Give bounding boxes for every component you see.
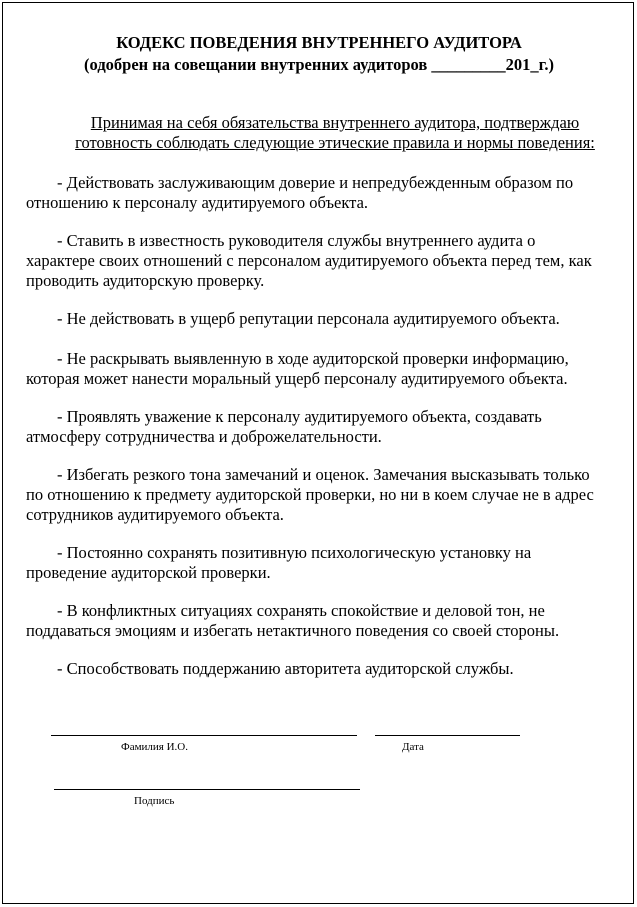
rule-line: по отношению к предмету аудиторской проверки, но ни в коем случае не в адрес — [26, 485, 594, 504]
rule-item — [26, 173, 601, 213]
rule-line: отношению к персоналу аудитируемого объекта. — [26, 193, 369, 212]
rule-line: - В конфликтных ситуациях сохранять спокойствие и деловой тон, не — [57, 601, 545, 620]
rule-line: характере своих отношений с персоналом аудитируемого объекта перед тем, как — [26, 251, 592, 270]
rule-item — [26, 659, 601, 679]
rule-line: атмосферу сотрудничества и доброжелательности. — [26, 427, 382, 446]
name-label: Фамилия И.О. — [121, 741, 188, 753]
rule-line: - Не действовать в ущерб репутации персонала аудитируемого объекта. — [57, 309, 560, 328]
document-title: КОДЕКС ПОВЕДЕНИЯ ВНУТРЕННЕГО АУДИТОРА — [116, 33, 522, 52]
sign-signature-line — [54, 789, 360, 790]
date-signature-line — [375, 735, 520, 736]
sign-label: Подпись — [134, 795, 175, 807]
rule-line: - Способствовать поддержанию авторитета аудиторской службы. — [57, 659, 514, 678]
rule-line: - Избегать резкого тона замечаний и оценок. Замечания высказывать только — [57, 465, 590, 484]
rule-item — [26, 543, 601, 583]
rule-line: - Действовать заслуживающим доверие и непредубежденным образом по — [57, 173, 574, 192]
rule-line: сотрудников аудитируемого объекта. — [26, 505, 284, 524]
rule-line: - Постоянно сохранять позитивную психологическую установку на — [57, 543, 532, 562]
rule-item — [26, 465, 601, 525]
rule-line: - Ставить в известность руководителя службы внутреннего аудита о — [57, 231, 536, 250]
rule-line: - Не раскрывать выявленную в ходе аудиторской проверки информацию, — [57, 349, 569, 368]
rule-line: поддаваться эмоциям и избегать нетактичного поведения со своей стороны. — [26, 621, 560, 640]
rule-item — [26, 349, 601, 389]
document-page — [2, 2, 634, 904]
rule-line: проводить аудиторскую проверку. — [26, 271, 265, 290]
rule-item — [26, 601, 601, 641]
date-label: Дата — [402, 741, 424, 753]
rule-line: которая может нанести моральный ущерб персоналу аудитируемого объекта. — [26, 369, 568, 388]
rule-item — [26, 231, 601, 291]
rule-line: проведение аудиторской проверки. — [26, 563, 271, 582]
intro-line: Принимая на себя обязательства внутреннего аудитора, подтверждаю — [90, 113, 580, 132]
name-signature-line — [51, 735, 357, 736]
document-subtitle: (одобрен на совещании внутренних аудиторов _________201_г.) — [84, 55, 554, 74]
rule-item — [26, 309, 601, 329]
rule-item — [26, 407, 601, 447]
intro-line: готовность соблюдать следующие этические правила и нормы поведения: — [75, 133, 595, 152]
rule-line: - Проявлять уважение к персоналу аудитируемого объекта, создавать — [57, 407, 542, 426]
